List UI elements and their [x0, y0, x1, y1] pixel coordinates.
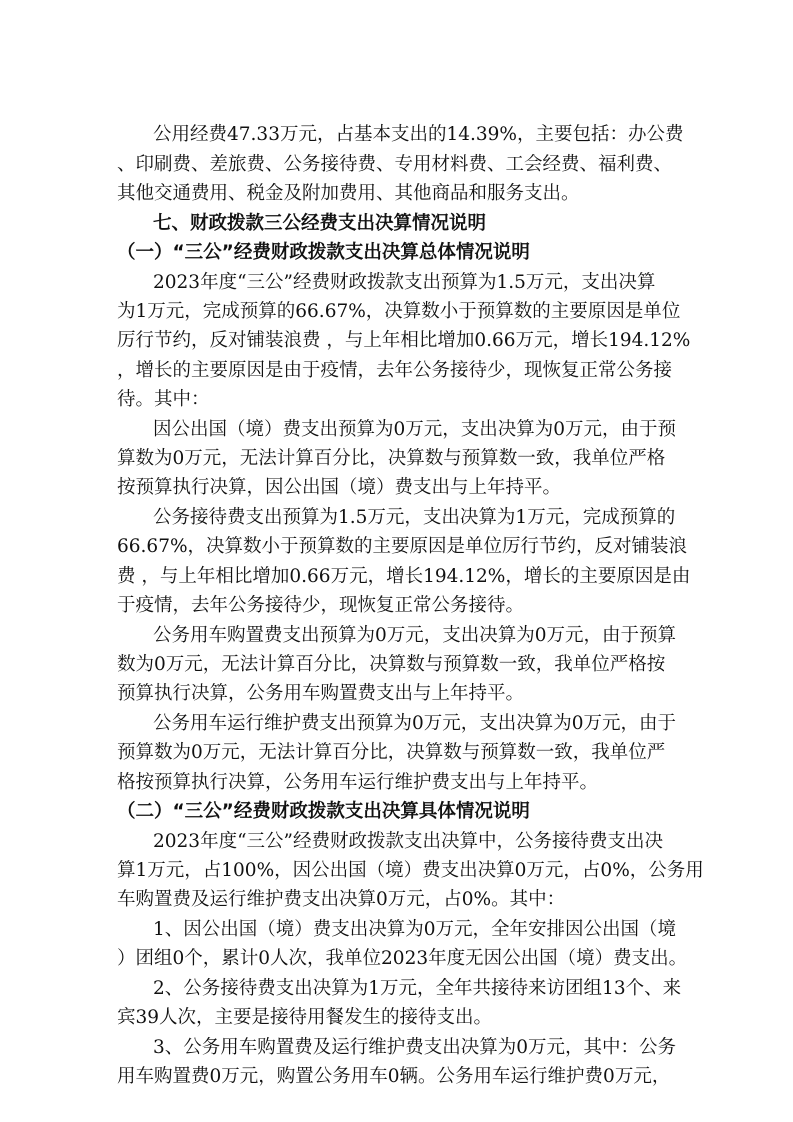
paragraph-line: 宾39人次，主要是接待用餐发生的接待支出。 — [117, 1007, 493, 1028]
paragraph-line: 其他交通费用、税金及附加费用、其他商品和服务支出。 — [117, 183, 580, 204]
paragraph-line: 用车购置费0万元，购置公务用车0辆。公务用车运行维护费0万元， — [117, 1066, 671, 1087]
paragraph-line: 车购置费及运行维护费支出决算0万元，占0%。其中： — [117, 889, 566, 910]
paragraph-line: 2023年度“三公”经费财政拨款支出预算为1.5万元，支出决算 — [153, 272, 656, 293]
paragraph-line: 费 ，与上年相比增加0.66万元，增长194.12%，增长的主要原因是由 — [117, 566, 691, 587]
section-heading: 七、财政拨款三公经费支出决算情况说明 — [153, 213, 487, 234]
paragraph-line: 预算执行决算，公务用车购置费支出与上年持平。 — [117, 683, 525, 704]
paragraph-line: 算1万元，占100%，因公出国（境）费支出决算0万元，占0%，公务用 — [117, 860, 704, 881]
paragraph-line: 3、公务用车购置费及运行维护费支出决算为0万元，其中：公务 — [153, 1037, 677, 1058]
paragraph-line: 数为0万元，无法计算百分比，决算数与预算数一致，我单位严格按 — [117, 654, 666, 675]
paragraph-line: 66.67%，决算数小于预算数的主要原因是单位厉行节约，反对铺装浪 — [117, 536, 688, 557]
paragraph-line: 公务用车购置费支出预算为0万元，支出决算为0万元，由于预算 — [153, 625, 677, 646]
subsection-heading: （二）“三公”经费财政拨款支出决算具体情况说明 — [117, 801, 530, 822]
paragraph-line: 公务接待费支出预算为1.5万元，支出决算为1万元，完成预算的 — [153, 507, 676, 528]
paragraph-line: 按预算执行决算，因公出国（境）费支出与上年持平。 — [117, 477, 562, 498]
paragraph-line: 2、公务接待费支出决算为1万元，全年共接待来访团组13个、来 — [153, 978, 682, 999]
paragraph-line: ，增长的主要原因是由于疫情，去年公务接待少，现恢复正常公务接 — [117, 360, 673, 381]
paragraph-line: 、印刷费、差旅费、公务接待费、专用材料费、工会经费、福利费、 — [117, 154, 673, 175]
paragraph-line: 1、因公出国（境）费支出决算为0万元，全年安排因公出国（境 — [153, 919, 677, 940]
paragraph-line: 公用经费47.33万元，占基本支出的14.39%，主要包括：办公费 — [153, 124, 684, 145]
paragraph-line: 厉行节约，反对铺装浪费 ，与上年相比增加0.66万元，增长194.12% — [117, 330, 691, 351]
paragraph-line: 公务用车运行维护费支出预算为0万元，支出决算为0万元，由于 — [153, 713, 677, 734]
paragraph-line: 为1万元，完成预算的66.67%，决算数小于预算数的主要原因是单位 — [117, 301, 681, 322]
paragraph-line: 待。其中： — [117, 389, 210, 410]
paragraph-line: 预算数为0万元，无法计算百分比，决算数与预算数一致，我单位严 — [117, 742, 666, 763]
paragraph-line: 于疫情，去年公务接待少，现恢复正常公务接待。 — [117, 595, 525, 616]
paragraph-line: 格按预算执行决算，公务用车运行维护费支出与上年持平。 — [117, 772, 599, 793]
paragraph-line: ）团组0个，累计0人次，我单位2023年度无因公出国（境）费支出。 — [117, 948, 688, 969]
subsection-heading: （一）“三公”经费财政拨款支出决算总体情况说明 — [117, 242, 530, 263]
paragraph-line: 因公出国（境）费支出预算为0万元，支出决算为0万元，由于预 — [153, 419, 677, 440]
paragraph-line: 算数为0万元，无法计算百分比，决算数与预算数一致，我单位严格 — [117, 448, 666, 469]
paragraph-line: 2023年度“三公”经费财政拨款支出决算中，公务接待费支出决 — [153, 831, 663, 852]
